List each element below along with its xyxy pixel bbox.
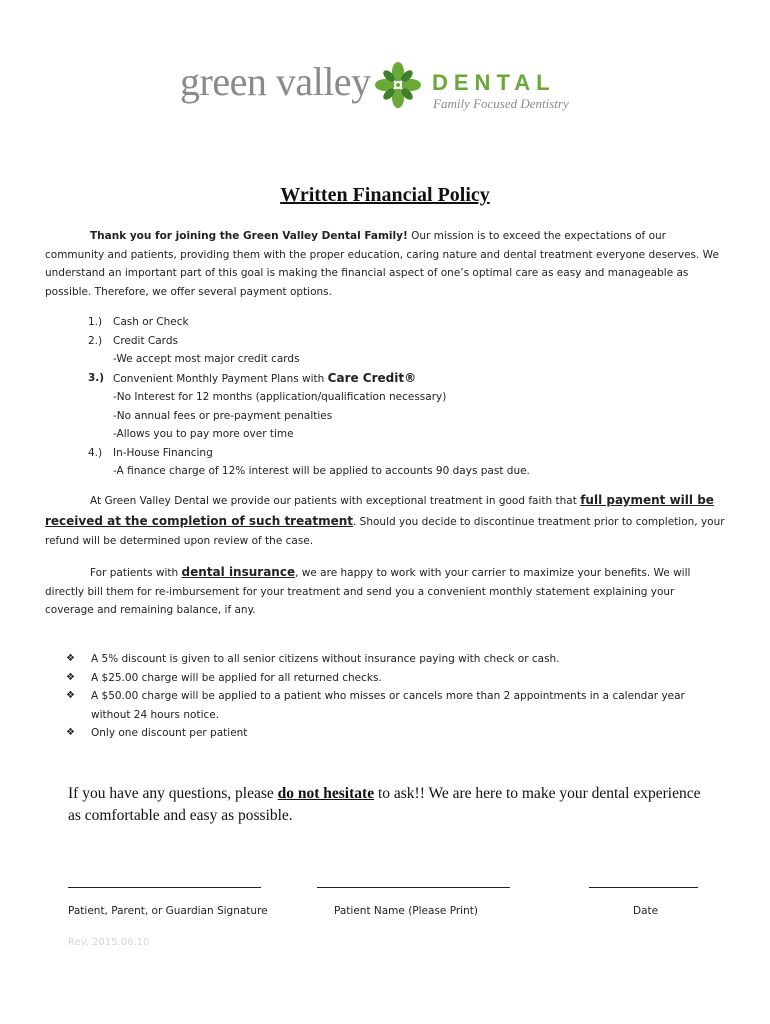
option-label: Credit Cards bbox=[113, 334, 178, 347]
closing-emphasis: do not hesitate bbox=[277, 785, 375, 802]
patient-name-label: Patient Name (Please Print) bbox=[334, 905, 478, 917]
payment-options-list bbox=[88, 313, 530, 481]
insurance-paragraph bbox=[45, 563, 725, 620]
list-item bbox=[66, 724, 726, 743]
diamond-bullet-icon: ❖ bbox=[66, 671, 75, 683]
bullet-text: A $25.00 charge will be applied for all returned checks. bbox=[91, 671, 382, 684]
closing-message bbox=[68, 783, 708, 827]
closing-text-before: If you have any questions, please bbox=[68, 785, 278, 802]
option-detail: -Allows you to pay more over time bbox=[113, 428, 294, 440]
list-item bbox=[88, 369, 530, 389]
list-item bbox=[66, 687, 726, 724]
logo-name-text: green valley bbox=[180, 59, 371, 104]
patient-name-line[interactable] bbox=[317, 887, 510, 888]
payment-emphasis-2: received at the completion of such treatment bbox=[45, 513, 353, 528]
logo-brand-text: DENTAL bbox=[432, 70, 556, 95]
bullet-text: A $50.00 charge will be applied to a patient who misses or cancels more than 2 appointments in a calendar year without 24 hours notice. bbox=[91, 690, 685, 721]
option-label: Cash or Check bbox=[113, 316, 189, 328]
signature-line[interactable] bbox=[68, 887, 261, 888]
list-number: 1.) bbox=[88, 316, 103, 328]
date-label: Date bbox=[633, 905, 659, 917]
list-item bbox=[66, 669, 726, 688]
list-number: 2.) bbox=[88, 334, 103, 347]
bullet-text: A 5% discount is given to all senior citizens without insurance paying with check or cash. bbox=[91, 653, 560, 665]
list-item bbox=[88, 313, 530, 332]
option-detail: -A finance charge of 12% interest will be applied to accounts 90 days past due. bbox=[113, 465, 530, 477]
option-detail: -No Interest for 12 months (application/qualification necessary) bbox=[113, 391, 447, 403]
closing-text-after: to ask!! We are here to make your dental experience as comfortable and easy as possible. bbox=[68, 785, 701, 824]
payment-terms-paragraph bbox=[45, 491, 725, 552]
payment-text-after: . Should you decide to discontinue treatment prior to completion, your refund will be determined upon review of the case. bbox=[45, 515, 725, 547]
document-title: Written Financial Policy bbox=[280, 184, 490, 206]
payment-text-before: At Green Valley Dental we provide our patients with exceptional treatment in good faith that bbox=[90, 495, 581, 507]
option-label: Convenient Monthly Payment Plans with bbox=[113, 372, 328, 385]
intro-text: Our mission is to exceed the expectations of our community and patients, providing them with the proper education, caring nature and dental treatment everyone deserves. We understand an important part of this goal is making the financial aspect of one’s optimal care as easy and manageable as possible. Therefore, we offer several payment options. bbox=[45, 230, 719, 298]
diamond-bullet-icon: ❖ bbox=[66, 727, 75, 738]
signature-label: Patient, Parent, or Guardian Signature bbox=[68, 905, 268, 917]
list-item bbox=[88, 444, 530, 463]
option-label: In-House Financing bbox=[113, 446, 213, 459]
insurance-text-after: , we are happy to work with your carrier to maximize your benefits. We will directly bill them for re-imbursement for your treatment and send you a convenient monthly statement explaining your coverage and remaining balance, if any. bbox=[45, 567, 691, 616]
date-line[interactable] bbox=[589, 887, 698, 888]
leaf-mark-icon bbox=[373, 60, 423, 110]
care-credit-label: Care Credit® bbox=[327, 370, 417, 385]
bullet-text: Only one discount per patient bbox=[91, 727, 248, 739]
diamond-bullet-icon: ❖ bbox=[66, 653, 75, 664]
list-number: 4.) bbox=[88, 446, 103, 459]
intro-paragraph bbox=[45, 227, 725, 301]
option-detail: -We accept most major credit cards bbox=[113, 353, 300, 365]
insurance-emphasis: dental insurance bbox=[181, 565, 296, 579]
payment-emphasis-1: full payment will be bbox=[580, 493, 714, 507]
policy-bullets bbox=[66, 650, 726, 743]
list-item bbox=[88, 332, 530, 351]
revision-note: Rev. 2015.06.10 bbox=[68, 937, 150, 948]
list-number: 3.) bbox=[88, 371, 105, 384]
option-detail: -No annual fees or pre-payment penalties bbox=[113, 409, 333, 422]
intro-lead: Thank you for joining the Green Valley Dental Family! bbox=[90, 230, 408, 242]
diamond-bullet-icon: ❖ bbox=[66, 690, 75, 701]
logo-tagline: Family Focused Dentistry bbox=[433, 96, 569, 111]
practice-logo bbox=[180, 58, 600, 118]
insurance-text-before: For patients with bbox=[90, 567, 182, 579]
list-item bbox=[66, 650, 726, 669]
